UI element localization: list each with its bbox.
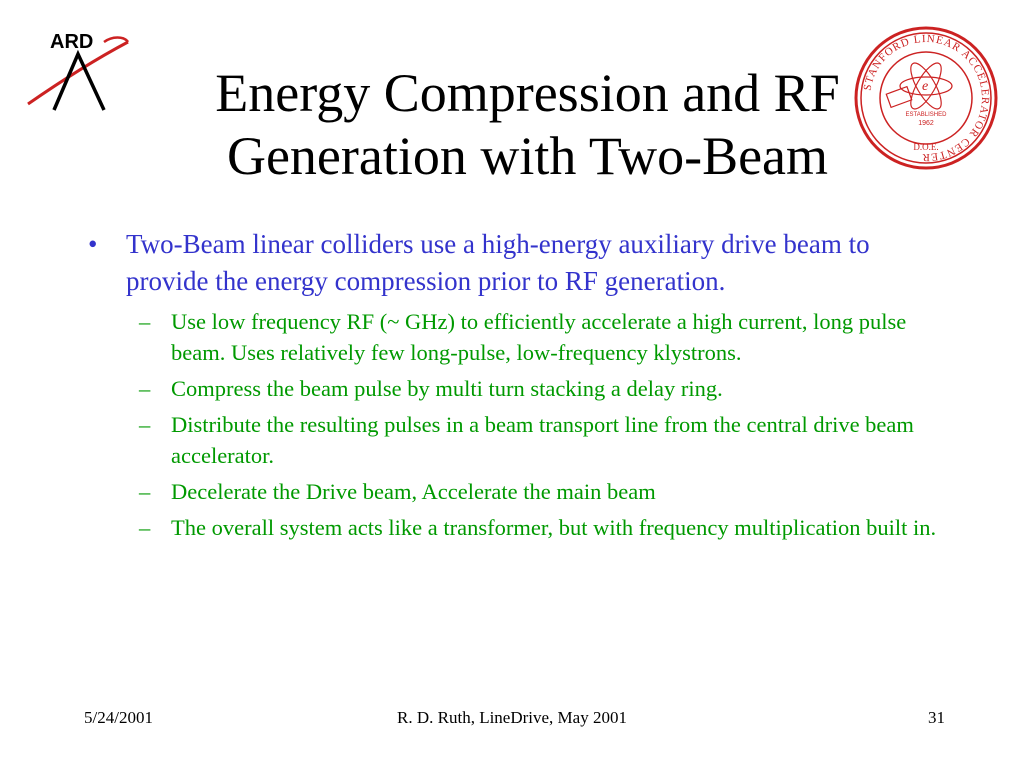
main-bullet-text: Two-Beam linear colliders use a high-energy auxiliary drive beam to provide the energy compression prior to RF generation. <box>126 229 870 296</box>
slide-title <box>100 62 955 188</box>
footer-page-number: 31 <box>928 708 945 727</box>
dash-marker: – <box>139 412 151 437</box>
main-bullet <box>84 226 944 300</box>
sub-bullet-text: Use low frequency RF (~ GHz) to efficiently accelerate a high current, long pulse beam. Uses relatively few long-pulse, low-frequency klystrons. <box>171 309 907 365</box>
footer-date: 5/24/2001 <box>84 708 153 727</box>
sub-bullet <box>84 476 944 507</box>
seal-year: 1962 <box>918 120 934 127</box>
seal-ring-text: STANFORD LINEAR ACCELERATOR CENTER <box>861 32 992 164</box>
sub-bullet <box>84 373 944 404</box>
ard-logo-text: ARD <box>50 31 94 53</box>
sub-bullet <box>84 512 944 543</box>
sub-bullet <box>84 306 944 368</box>
seal-dept: D.O.E. <box>913 142 939 152</box>
sub-bullet-text: Distribute the resulting pulses in a beam transport line from the central drive beam accelerator. <box>171 412 914 468</box>
dash-marker: – <box>139 309 151 334</box>
sub-bullet-list <box>84 306 944 543</box>
slide-title-line-2: Generation with Two-Beam <box>226 126 829 186</box>
dash-marker: – <box>139 376 151 401</box>
seal-established: ESTABLISHED <box>905 112 947 118</box>
bullet-marker: • <box>88 229 98 259</box>
slide-title-line-1: Energy Compression and RF <box>215 63 840 123</box>
sub-bullet-text: Compress the beam pulse by multi turn stacking a delay ring. <box>171 376 723 401</box>
sub-bullet-text: Decelerate the Drive beam, Accelerate the main beam <box>171 479 656 504</box>
footer-author: R. D. Ruth, LineDrive, May 2001 <box>397 708 627 727</box>
sub-bullet-text: The overall system acts like a transformer, but with frequency multiplication built in. <box>171 515 937 540</box>
sub-bullet <box>84 409 944 471</box>
seal-center-letter: e <box>922 79 929 94</box>
dash-marker: – <box>139 515 151 540</box>
slide-body <box>84 226 944 548</box>
dash-marker: – <box>139 479 151 504</box>
